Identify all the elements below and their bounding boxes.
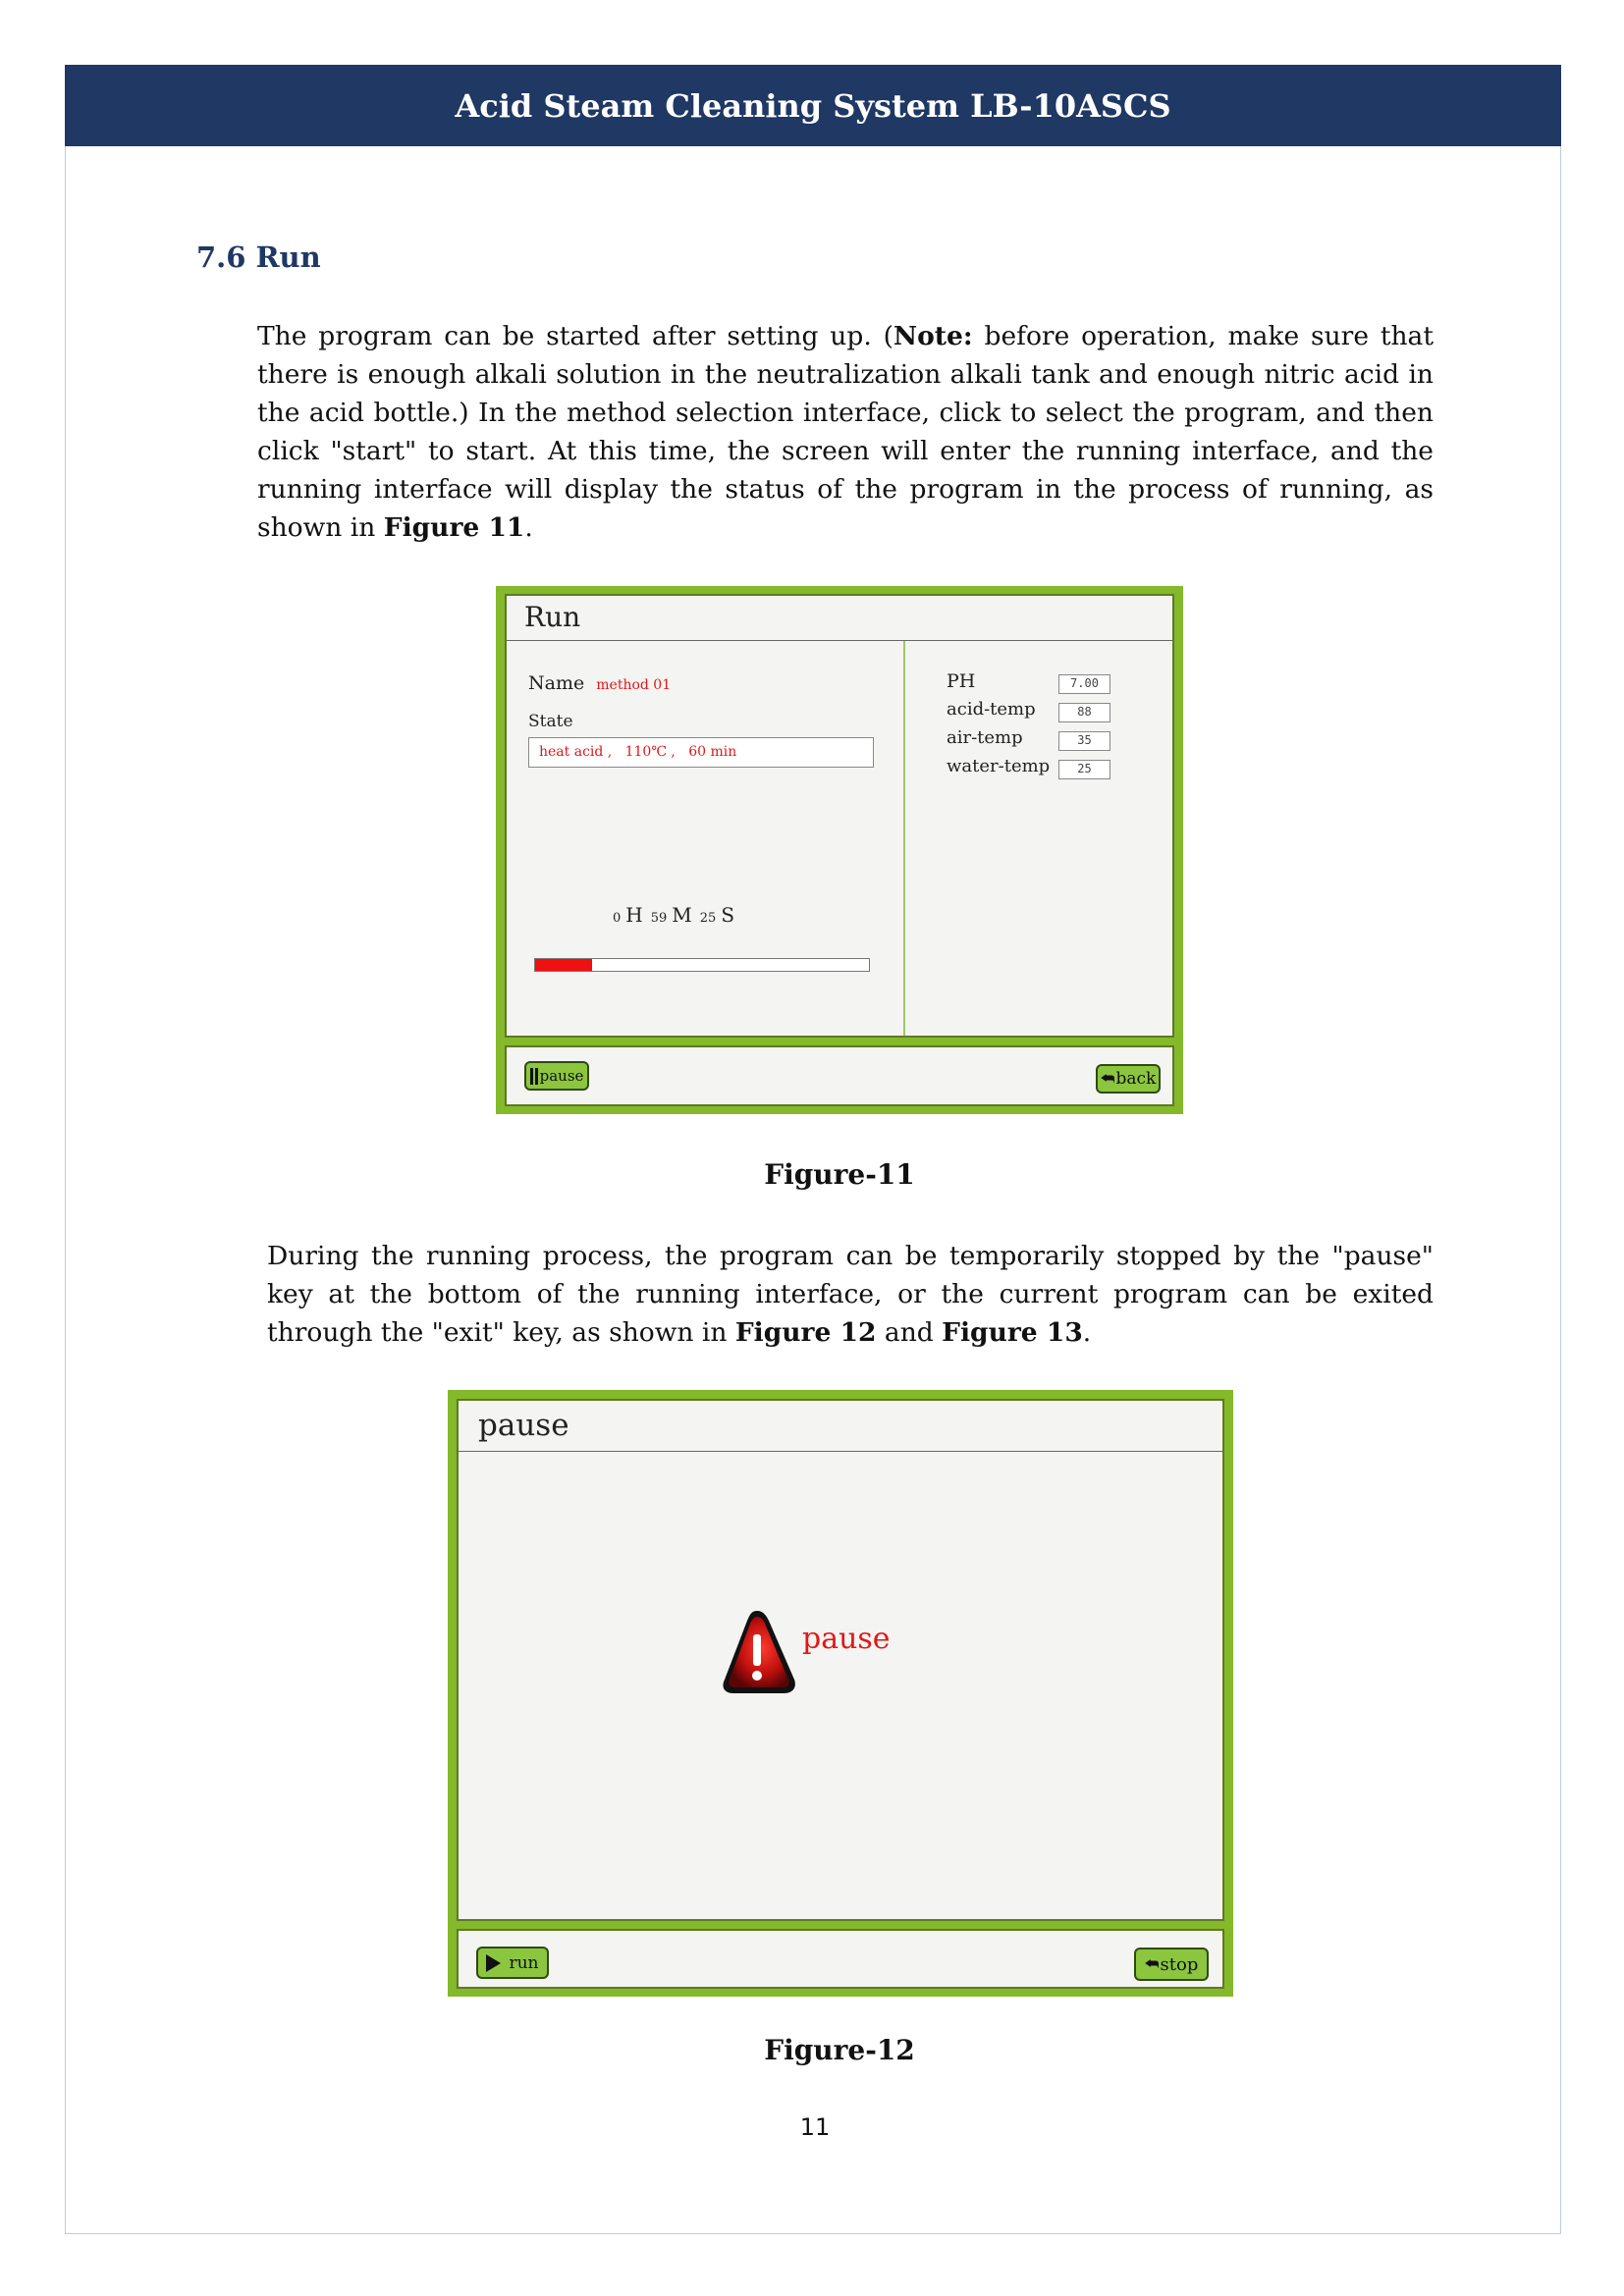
play-icon xyxy=(486,1954,501,1972)
hours-value: 0 xyxy=(613,911,622,926)
pause-paragraph xyxy=(267,1237,1434,1352)
back-button[interactable] xyxy=(1096,1064,1161,1094)
air-temp-label: air-temp xyxy=(947,727,1023,748)
pause-icon xyxy=(530,1068,538,1085)
ph-value: 7.00 xyxy=(1058,674,1110,694)
stop-arrow-icon: ⮪ xyxy=(1144,1954,1160,1973)
para2-text-2: . xyxy=(1082,1317,1092,1348)
run-button[interactable] xyxy=(476,1947,549,1979)
acid-temp-value: 88 xyxy=(1058,703,1110,722)
run-screen-title: Run xyxy=(507,596,1172,641)
pause-button-bar xyxy=(457,1929,1224,1989)
panel-divider xyxy=(903,641,905,1036)
run-main-panel xyxy=(505,594,1174,1038)
pause-interface-screenshot xyxy=(448,1390,1233,1997)
para2-text-1: During the running process, the program can be temporarily stopped by the "pause" key at the bottom of the running interface, or the current program can be exited through the "exit" key, as shown in xyxy=(267,1241,1434,1348)
progress-fill xyxy=(535,959,592,971)
name-field xyxy=(528,672,671,694)
stop-button-label: stop xyxy=(1160,1953,1199,1975)
para2-and: and xyxy=(876,1317,943,1348)
figure-12-reference: Figure 12 xyxy=(734,1317,877,1348)
state-label: State xyxy=(528,712,573,731)
document-header xyxy=(65,65,1561,146)
remaining-time-display xyxy=(613,903,742,927)
run-interface-screenshot xyxy=(496,586,1183,1114)
method-name-value: method 01 xyxy=(596,677,672,693)
pause-button-label: pause xyxy=(539,1067,584,1085)
minutes-value: 59 xyxy=(650,911,668,926)
state-value-box: heat acid , 110℃ , 60 min xyxy=(528,737,874,768)
run-progress-bar xyxy=(534,958,870,972)
water-temp-label: water-temp xyxy=(947,756,1051,776)
pause-button[interactable] xyxy=(524,1061,589,1091)
acid-temp-label: acid-temp xyxy=(947,699,1036,720)
ph-label: PH xyxy=(947,670,976,692)
run-button-bar xyxy=(505,1045,1174,1106)
section-heading xyxy=(196,240,331,274)
stop-button[interactable] xyxy=(1134,1948,1209,1981)
pause-screen-title: pause xyxy=(459,1401,1222,1452)
section-number: 7.6 xyxy=(196,240,246,274)
figure-11-reference: Figure 11 xyxy=(383,512,525,543)
seconds-value: 25 xyxy=(699,911,717,926)
seconds-unit: S xyxy=(721,903,735,927)
intro-paragraph xyxy=(257,317,1434,547)
name-label: Name xyxy=(528,672,585,694)
back-arrow-icon: ⮪ xyxy=(1100,1069,1115,1088)
warning-icon xyxy=(720,1607,798,1695)
hours-unit: H xyxy=(625,903,643,927)
note-label: Note: xyxy=(893,321,973,351)
pause-message: pause xyxy=(802,1622,891,1656)
document-title: Acid Steam Cleaning System LB-10ASCS xyxy=(455,86,1171,125)
para1-text-3: . xyxy=(524,512,533,543)
figure-13-reference: Figure 13 xyxy=(942,1317,1083,1348)
run-button-label: run xyxy=(509,1952,539,1973)
minutes-unit: M xyxy=(672,903,692,927)
back-button-label: back xyxy=(1115,1069,1157,1089)
pause-main-panel xyxy=(457,1399,1224,1921)
air-temp-value: 35 xyxy=(1058,731,1110,751)
para1-text-1: The program can be started after setting up. ( xyxy=(257,321,893,351)
water-temp-value: 25 xyxy=(1058,760,1110,779)
para1-text-2: before operation, make sure that there is enough alkali solution in the neutralization alkali tank and enough nitric acid in the acid bottle.) In the method selection interface, click to select the program, and then click "start" to start. At this time, the screen will enter the running interface, and the running interface will display the status of the program in the process of running, as shown in xyxy=(257,321,1434,543)
section-title: Run xyxy=(255,240,321,274)
figure-11-caption: Figure-11 xyxy=(764,1158,915,1191)
figure-12-caption: Figure-12 xyxy=(764,2034,915,2066)
page-number: 11 xyxy=(799,2113,831,2141)
